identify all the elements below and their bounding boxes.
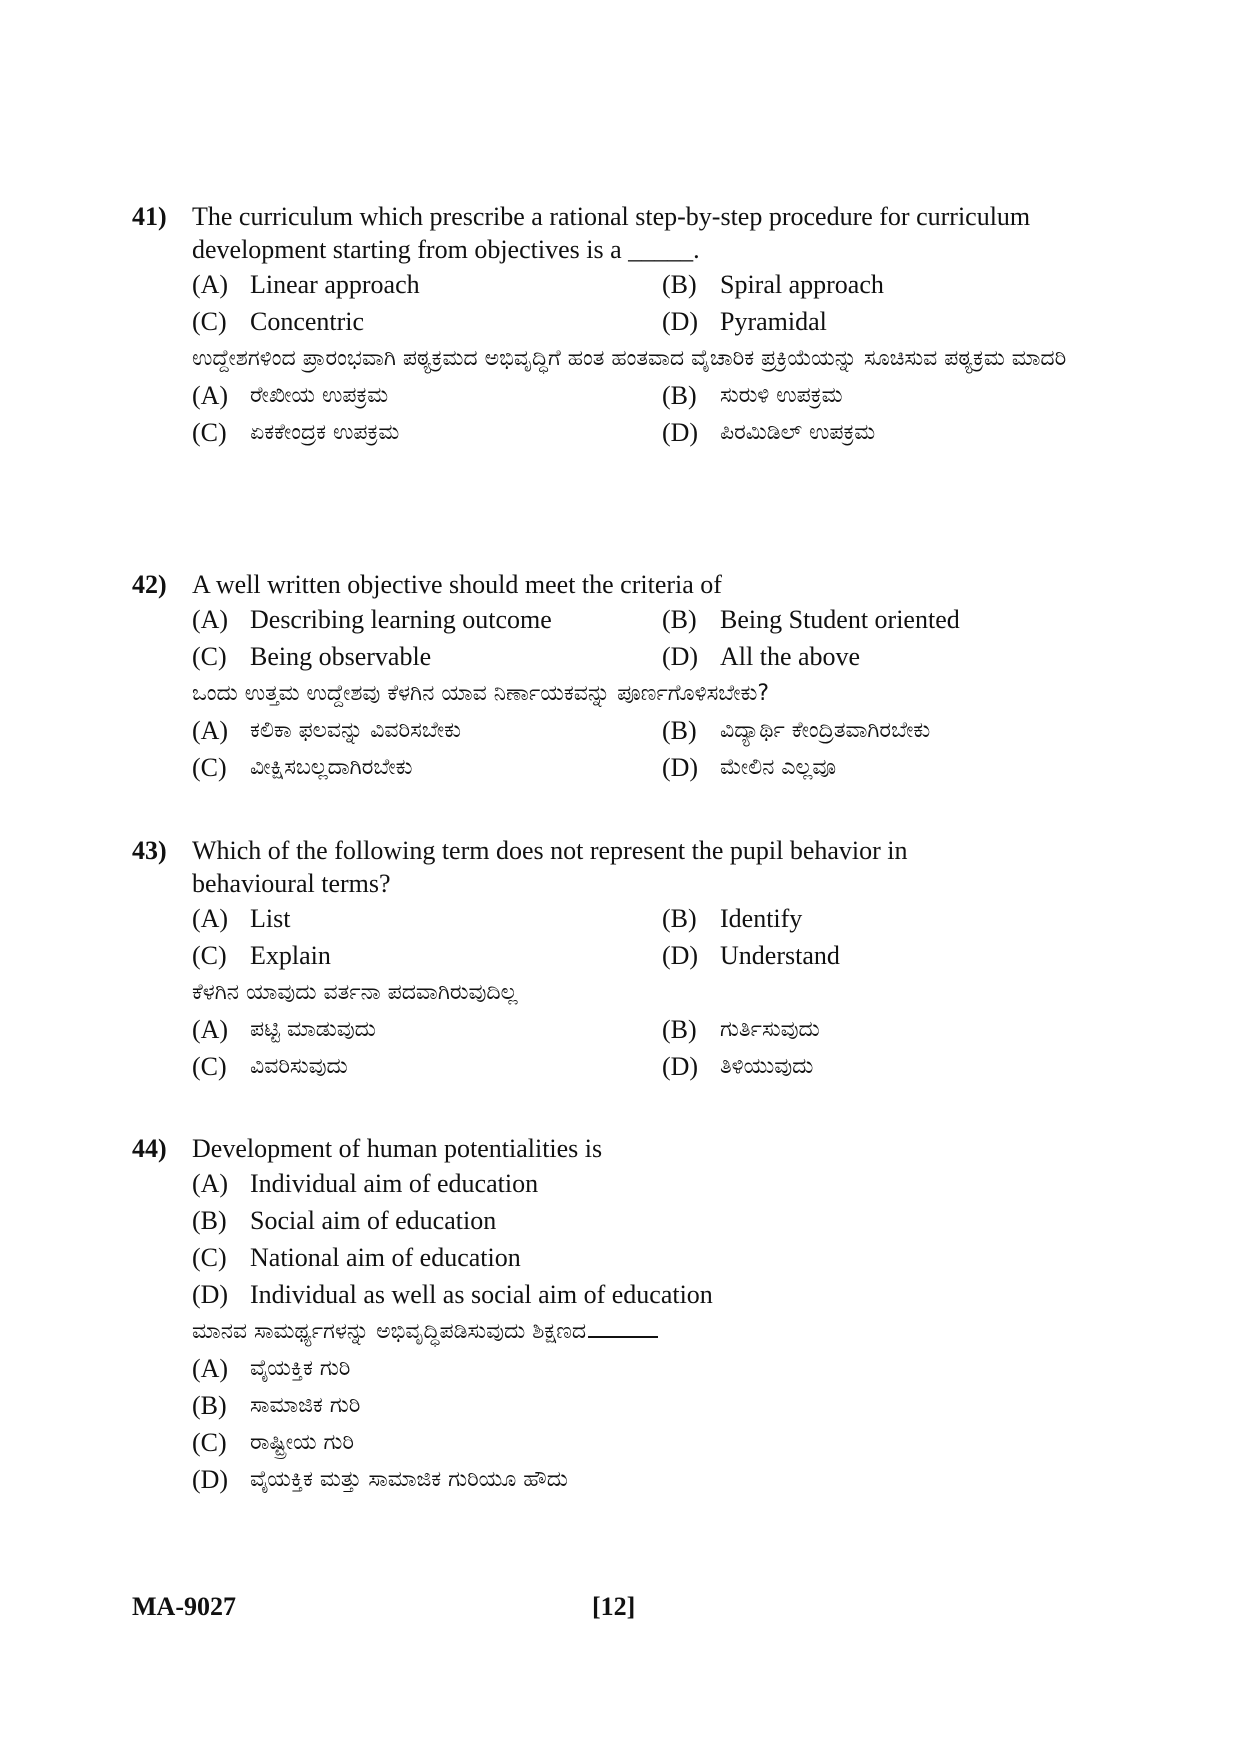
option-text: ರಾಷ್ಟ್ರೀಯ ಗುರಿ (250, 1430, 355, 1455)
option-label: (D) (662, 753, 699, 782)
option-text: ವೈಯಕ್ತಿಕ ಮತ್ತು ಸಾಮಾಜಿಕ ಗುರಿಯೂ ಹೌದು (250, 1467, 568, 1492)
option-label: (C) (192, 307, 227, 336)
question-number: 44) (132, 1134, 167, 1163)
question-number: 43) (132, 836, 167, 865)
question-44 (132, 1132, 1122, 1498)
option-label: (B) (192, 1206, 227, 1235)
question-number: 41) (132, 202, 167, 231)
option-label: (D) (662, 941, 699, 970)
question-text-en: Which of the following term does not represent the pupil behavior in behavioural terms? (192, 836, 908, 898)
option-label: (B) (662, 605, 697, 634)
option-label: (C) (192, 1243, 227, 1272)
option-d (192, 1276, 1132, 1313)
option-text: Explain (250, 941, 331, 970)
option-c-kn (192, 414, 662, 451)
options-en (192, 601, 1122, 675)
option-label: (C) (192, 1052, 227, 1081)
options-en (192, 900, 1122, 974)
option-label: (A) (192, 1169, 229, 1198)
option-a (192, 900, 662, 937)
option-label: (B) (192, 1391, 227, 1420)
option-text: ಮೇಲಿನ ಎಲ್ಲವೂ (720, 755, 837, 780)
option-label: (A) (192, 381, 229, 410)
question-text-en: A well written objective should meet the criteria of (192, 570, 722, 599)
option-text: List (250, 904, 291, 933)
option-text: National aim of education (250, 1243, 521, 1272)
option-label: (B) (662, 904, 697, 933)
option-a-kn (192, 377, 662, 414)
options-en (192, 1165, 1122, 1313)
page-number: [12] (592, 1592, 636, 1621)
option-text: Describing learning outcome (250, 605, 552, 634)
option-label: (A) (192, 605, 229, 634)
option-d-kn (662, 749, 1132, 786)
option-a (192, 1165, 1132, 1202)
question-42 (132, 568, 1122, 786)
question-text-kn: ಉದ್ದೇಶಗಳಿಂದ ಪ್ರಾರಂಭವಾಗಿ ಪಠ್ಯಕ್ರಮದ ಅಭಿವೃದ್ಧಿಗೆ ಹಂತ ಹಂತವಾದ ವೈಚಾರಿಕ ಪ್ರಕ್ರಿಯೆಯನ್ನು ಸೂಚಿಸುವ ಪಠ್ಯಕ್ರಮ ಮಾದರಿ (192, 346, 1067, 371)
option-a (192, 266, 662, 303)
option-text: ತಿಳಿಯುವುದು (720, 1054, 814, 1079)
option-d (662, 937, 1132, 974)
question-41 (132, 200, 1122, 451)
option-text: ಗುರ್ತಿಸುವುದು (720, 1017, 820, 1042)
option-label: (B) (662, 381, 697, 410)
option-text: ವಿದ್ಯಾರ್ಥಿ ಕೇಂದ್ರಿತವಾಗಿರಬೇಕು (720, 718, 931, 743)
question-text-en: Development of human potentialities is (192, 1134, 603, 1163)
option-text: Being Student oriented (720, 605, 960, 634)
option-c-kn (192, 1424, 1132, 1461)
option-label: (D) (192, 1465, 229, 1494)
option-d-kn (192, 1461, 1132, 1498)
option-text: ಸುರುಳಿ ಉಪಕ್ರಮ (720, 383, 843, 408)
option-b (662, 900, 1132, 937)
option-b-kn (662, 377, 1132, 414)
paper-code: MA-9027 (132, 1592, 236, 1621)
answer-blank (588, 1316, 658, 1338)
option-text: ಪಟ್ಟಿ ಮಾಡುವುದು (250, 1017, 376, 1042)
option-text: Individual as well as social aim of education (250, 1280, 713, 1309)
question-text-en: The curriculum which prescribe a rational step-by-step procedure for curriculum development starting from objectives is a _____. (192, 202, 1031, 264)
question-43 (132, 834, 1122, 1085)
option-c-kn (192, 1048, 662, 1085)
option-c (192, 937, 662, 974)
option-label: (C) (192, 642, 227, 671)
option-a (192, 601, 662, 638)
option-d-kn (662, 414, 1132, 451)
options-en (192, 266, 1122, 340)
options-kn (192, 1350, 1122, 1498)
option-text: Pyramidal (720, 307, 827, 336)
option-label: (A) (192, 904, 229, 933)
option-text: ಪಿರಮಿಡಿಲ್ ಉಪಕ್ರಮ (720, 420, 876, 445)
option-label: (C) (192, 941, 227, 970)
option-text: Being observable (250, 642, 432, 671)
option-a-kn (192, 1011, 662, 1048)
option-c-kn (192, 749, 662, 786)
option-label: (D) (662, 642, 699, 671)
option-d (662, 638, 1132, 675)
option-text: Understand (720, 941, 840, 970)
option-label: (C) (192, 1428, 227, 1457)
option-b (192, 1202, 1132, 1239)
option-text: ಸಾಮಾಜಿಕ ಗುರಿ (250, 1393, 361, 1418)
option-b-kn (662, 1011, 1132, 1048)
option-text: ಏಕಕೇಂದ್ರಕ ಉಪಕ್ರಮ (250, 420, 400, 445)
option-b (662, 266, 1132, 303)
option-c (192, 1239, 1132, 1276)
option-a-kn (192, 712, 662, 749)
options-kn (192, 377, 1122, 451)
option-text: ವಿವರಿಸುವುದು (250, 1054, 348, 1079)
option-label: (A) (192, 270, 229, 299)
option-text: ರೇಖೀಯ ಉಪಕ್ರಮ (250, 383, 389, 408)
option-label: (A) (192, 1015, 229, 1044)
option-d-kn (662, 1048, 1132, 1085)
option-label: (A) (192, 716, 229, 745)
question-number: 42) (132, 570, 167, 599)
option-text: Spiral approach (720, 270, 884, 299)
option-text: ಕಲಿಕಾ ಫಲವನ್ನು ವಿವರಿಸಬೇಕು (250, 718, 461, 743)
option-label: (D) (192, 1280, 229, 1309)
option-text: All the above (720, 642, 861, 671)
option-text: ವೈಯಕ್ತಿಕ ಗುರಿ (250, 1356, 351, 1381)
option-label: (C) (192, 753, 227, 782)
question-text-kn: ಮಾನವ ಸಾಮರ್ಥ್ಯಗಳನ್ನು ಅಭಿವೃದ್ಧಿಪಡಿಸುವುದು ಶಿಕ್ಷಣದ (192, 1319, 587, 1344)
option-d (662, 303, 1132, 340)
option-label: (B) (662, 1015, 697, 1044)
option-label: (D) (662, 307, 699, 336)
option-label: (A) (192, 1354, 229, 1383)
options-kn (192, 1011, 1122, 1085)
option-b-kn (662, 712, 1132, 749)
option-label: (D) (662, 418, 699, 447)
option-text: Concentric (250, 307, 365, 336)
option-b-kn (192, 1387, 1132, 1424)
option-label: (B) (662, 716, 697, 745)
option-a-kn (192, 1350, 1132, 1387)
option-b (662, 601, 1132, 638)
option-text: Individual aim of education (250, 1169, 539, 1198)
option-label: (C) (192, 418, 227, 447)
option-c (192, 303, 662, 340)
question-text-kn: ಒಂದು ಉತ್ತಮ ಉದ್ದೇಶವು ಕೆಳಗಿನ ಯಾವ ನಿರ್ಣಾಯಕವನ್ನು ಪೂರ್ಣಗೊಳಿಸಬೇಕು? (192, 681, 770, 706)
option-label: (B) (662, 270, 697, 299)
option-text: ವೀಕ್ಷಿಸಬಲ್ಲದಾಗಿರಬೇಕು (250, 755, 413, 780)
option-text: Identify (720, 904, 803, 933)
option-c (192, 638, 662, 675)
options-kn (192, 712, 1122, 786)
question-text-kn: ಕೆಳಗಿನ ಯಾವುದು ವರ್ತನಾ ಪದವಾಗಿರುವುದಿಲ್ಲ (192, 980, 518, 1005)
question-text-kn-line (192, 1315, 1122, 1348)
option-text: Social aim of education (250, 1206, 497, 1235)
option-label: (D) (662, 1052, 699, 1081)
option-text: Linear approach (250, 270, 420, 299)
